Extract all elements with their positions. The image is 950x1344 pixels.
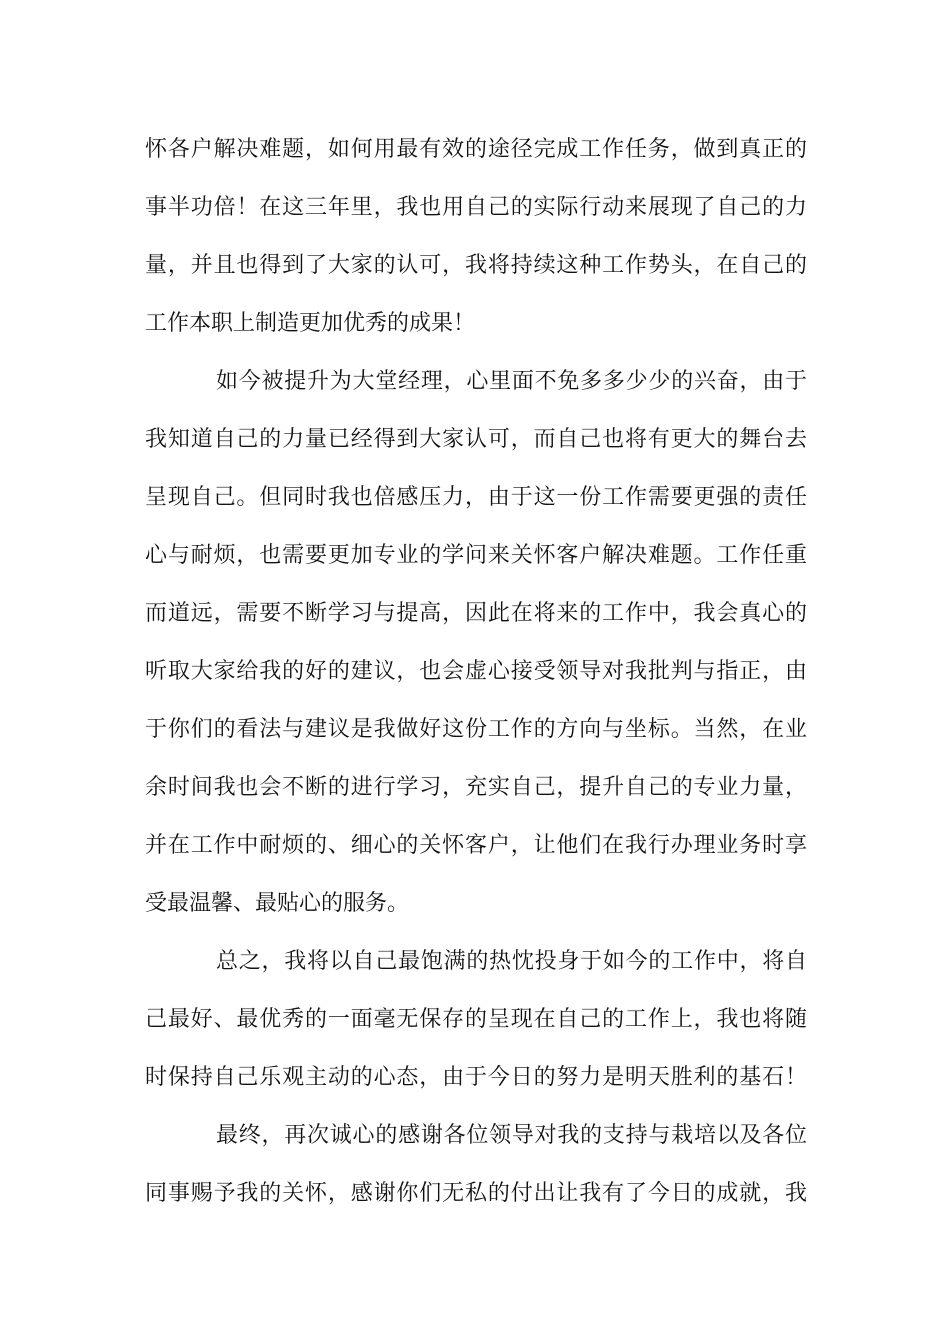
paragraph-line: 听取大家给我的好的建议，也会虚心接受领导对我批判与指正，由 <box>145 659 807 684</box>
paragraph-line: 并在工作中耐烦的、细心的关怀客户，让他们在我行办理业务时享 <box>145 833 807 858</box>
paragraph-line: 心与耐烦，也需要更加专业的学问来关怀客户解决难题。工作任重 <box>145 543 807 568</box>
paragraph-line: 总之，我将以自己最饱满的热忱投身于如今的工作中，将自 <box>216 949 807 974</box>
paragraph-line: 最终，再次诚心的感谢各位领导对我的支持与栽培以及各位 <box>216 1123 807 1148</box>
paragraph-line: 时保持自己乐观主动的心态，由于今日的努力是明天胜利的基石！ <box>145 1065 807 1090</box>
paragraph-line: 己最好、最优秀的一面毫无保存的呈现在自己的工作上，我也将随 <box>145 1007 807 1032</box>
paragraph-line: 余时间我也会不断的进行学习，充实自己，提升自己的专业力量， <box>145 775 807 800</box>
paragraph-line: 呈现自己。但同时我也倍感压力，由于这一份工作需要更强的责任 <box>145 485 807 510</box>
paragraph-line: 工作本职上制造更加优秀的成果！ <box>145 311 476 336</box>
paragraph-line: 受最温馨、最贴心的服务。 <box>145 891 410 916</box>
paragraph-line: 事半功倍！在这三年里，我也用自己的实际行动来展现了自己的力 <box>145 195 807 220</box>
paragraph-line: 量，并且也得到了大家的认可，我将持续这种工作势头，在自己的 <box>145 253 807 278</box>
paragraph-line: 同事赐予我的关怀，感谢你们无私的付出让我有了今日的成就，我 <box>145 1181 807 1206</box>
paragraph-line: 于你们的看法与建议是我做好这份工作的方向与坐标。当然，在业 <box>145 717 807 742</box>
paragraph-line: 我知道自己的力量已经得到大家认可，而自己也将有更大的舞台去 <box>145 427 807 452</box>
paragraph-line: 怀各户解决难题，如何用最有效的途径完成工作任务，做到真正的 <box>145 137 807 162</box>
paragraph-line: 而道远，需要不断学习与提高，因此在将来的工作中，我会真心的 <box>145 601 807 626</box>
paragraph-line: 如今被提升为大堂经理，心里面不免多多少少的兴奋，由于 <box>216 369 807 394</box>
